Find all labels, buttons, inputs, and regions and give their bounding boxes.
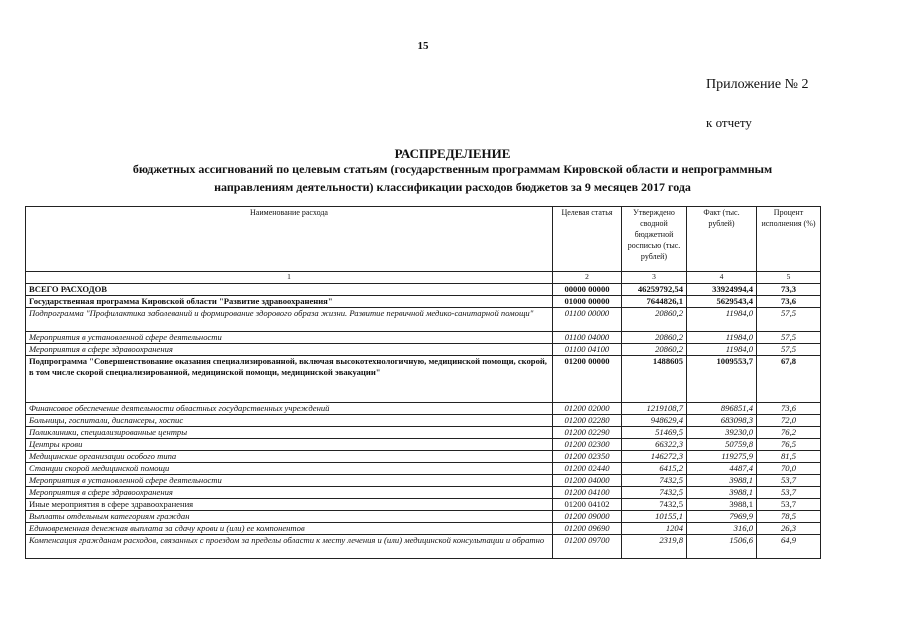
row-approved: 1204 bbox=[622, 523, 687, 535]
row-code: 01200 04100 bbox=[553, 487, 622, 499]
row-fact: 39230,0 bbox=[687, 427, 757, 439]
row-fact: 1009553,7 bbox=[687, 356, 757, 403]
row-percent: 73,3 bbox=[757, 284, 821, 296]
row-percent: 72,0 bbox=[757, 415, 821, 427]
header-approved: Утверждено сводной бюджетной росписью (тыс. рублей) bbox=[622, 207, 687, 272]
row-fact: 3988,1 bbox=[687, 499, 757, 511]
row-fact: 3988,1 bbox=[687, 487, 757, 499]
row-code: 01100 00000 bbox=[553, 308, 622, 332]
row-approved: 6415,2 bbox=[622, 463, 687, 475]
row-fact: 5629543,4 bbox=[687, 296, 757, 308]
row-code: 01200 02350 bbox=[553, 451, 622, 463]
row-name: Больницы, госпитали, диспансеры, хоспис bbox=[26, 415, 553, 427]
row-code: 01100 04000 bbox=[553, 332, 622, 344]
row-approved: 146272,3 bbox=[622, 451, 687, 463]
row-approved: 948629,4 bbox=[622, 415, 687, 427]
row-fact: 7969,9 bbox=[687, 511, 757, 523]
table-row bbox=[26, 535, 821, 559]
table-row bbox=[26, 308, 821, 332]
to-report-label: к отчету bbox=[706, 115, 752, 130]
header-fact: Факт (тыс. рублей) bbox=[687, 207, 757, 272]
row-percent: 53,7 bbox=[757, 475, 821, 487]
row-fact: 11984,0 bbox=[687, 308, 757, 332]
row-approved: 1219108,7 bbox=[622, 403, 687, 415]
row-approved: 46259792,54 bbox=[622, 284, 687, 296]
row-approved: 66322,3 bbox=[622, 439, 687, 451]
row-approved: 20860,2 bbox=[622, 308, 687, 332]
row-code: 01200 04102 bbox=[553, 499, 622, 511]
table-row bbox=[26, 284, 821, 296]
row-approved: 20860,2 bbox=[622, 332, 687, 344]
table-row bbox=[26, 296, 821, 308]
row-code: 00000 00000 bbox=[553, 284, 622, 296]
row-percent: 73,6 bbox=[757, 296, 821, 308]
col-number: 4 bbox=[687, 272, 757, 284]
row-code: 01200 04000 bbox=[553, 475, 622, 487]
row-approved: 7432,5 bbox=[622, 475, 687, 487]
table-row bbox=[26, 439, 821, 451]
row-code: 01200 02280 bbox=[553, 415, 622, 427]
row-fact: 11984,0 bbox=[687, 332, 757, 344]
row-name: Поликлиники, специализированные центры bbox=[26, 427, 553, 439]
row-fact: 50759,8 bbox=[687, 439, 757, 451]
table-row bbox=[26, 332, 821, 344]
row-name: Медицинские организации особого типа bbox=[26, 451, 553, 463]
row-name: Иные мероприятия в сфере здравоохранения bbox=[26, 499, 553, 511]
row-percent: 53,7 bbox=[757, 487, 821, 499]
header-code: Целевая статья bbox=[553, 207, 622, 272]
row-percent: 57,5 bbox=[757, 308, 821, 332]
table-row bbox=[26, 415, 821, 427]
row-percent: 76,2 bbox=[757, 427, 821, 439]
col-number: 2 bbox=[553, 272, 622, 284]
table-row bbox=[26, 403, 821, 415]
row-percent: 70,0 bbox=[757, 463, 821, 475]
row-code: 01200 02290 bbox=[553, 427, 622, 439]
row-percent: 53,7 bbox=[757, 499, 821, 511]
header-name: Наименование расхода bbox=[26, 207, 553, 272]
row-approved: 7644826,1 bbox=[622, 296, 687, 308]
row-percent: 76,5 bbox=[757, 439, 821, 451]
row-percent: 57,5 bbox=[757, 332, 821, 344]
row-fact: 316,0 bbox=[687, 523, 757, 535]
table-row bbox=[26, 427, 821, 439]
row-percent: 81,5 bbox=[757, 451, 821, 463]
row-fact: 4487,4 bbox=[687, 463, 757, 475]
row-code: 01000 00000 bbox=[553, 296, 622, 308]
table-row bbox=[26, 475, 821, 487]
row-name: Мероприятия в сфере здравоохранения bbox=[26, 344, 553, 356]
row-name: ВСЕГО РАСХОДОВ bbox=[26, 284, 553, 296]
row-name: Мероприятия в установленной сфере деятельности bbox=[26, 475, 553, 487]
row-approved: 51469,5 bbox=[622, 427, 687, 439]
row-fact: 1506,6 bbox=[687, 535, 757, 559]
row-percent: 78,5 bbox=[757, 511, 821, 523]
budget-table bbox=[25, 206, 821, 559]
row-name: Подпрограмма "Совершенствование оказания специализированной, включая высокотехнологичную, медицинской помощи, скорой, в том числе скорой специализированной, медицинской помощи, медицинской эвакуации" bbox=[26, 356, 553, 403]
table-header-row bbox=[26, 207, 821, 272]
row-code: 01200 09700 bbox=[553, 535, 622, 559]
row-fact: 683098,3 bbox=[687, 415, 757, 427]
row-name: Единовременная денежная выплата за сдачу крови и (или) ее компонентов bbox=[26, 523, 553, 535]
column-number-row bbox=[26, 272, 821, 284]
row-code: 01200 02440 bbox=[553, 463, 622, 475]
row-fact: 3988,1 bbox=[687, 475, 757, 487]
row-name: Финансовое обеспечение деятельности областных государственных учреждений bbox=[26, 403, 553, 415]
table-row bbox=[26, 356, 821, 403]
header-percent: Процент исполнения (%) bbox=[757, 207, 821, 272]
row-fact: 896851,4 bbox=[687, 403, 757, 415]
table-row bbox=[26, 511, 821, 523]
page-number: 15 bbox=[417, 40, 429, 52]
row-percent: 64,9 bbox=[757, 535, 821, 559]
row-approved: 20860,2 bbox=[622, 344, 687, 356]
row-code: 01200 00000 bbox=[553, 356, 622, 403]
row-fact: 11984,0 bbox=[687, 344, 757, 356]
table-row bbox=[26, 344, 821, 356]
row-fact: 33924994,4 bbox=[687, 284, 757, 296]
row-percent: 26,3 bbox=[757, 523, 821, 535]
row-percent: 57,5 bbox=[757, 344, 821, 356]
document-subtitle-line-2: направлениям деятельности) классификации расходов бюджетов за 9 месяцев 2017 года bbox=[214, 180, 691, 194]
row-approved: 1488605 bbox=[622, 356, 687, 403]
row-approved: 2319,8 bbox=[622, 535, 687, 559]
row-name: Станции скорой медицинской помощи bbox=[26, 463, 553, 475]
row-percent: 73,6 bbox=[757, 403, 821, 415]
table-row bbox=[26, 499, 821, 511]
row-percent: 67,8 bbox=[757, 356, 821, 403]
row-name: Компенсация гражданам расходов, связанных с проездом за пределы области к месту лечения и (или) медицинской консультации и обратно bbox=[26, 535, 553, 559]
row-approved: 10155,1 bbox=[622, 511, 687, 523]
row-name: Подпрограмма "Профилактика заболеваний и формирование здорового образа жизни. Развитие первичной медико-санитарной помощи" bbox=[26, 308, 553, 332]
row-approved: 7432,5 bbox=[622, 487, 687, 499]
row-fact: 119275,9 bbox=[687, 451, 757, 463]
table-row bbox=[26, 463, 821, 475]
row-approved: 7432,5 bbox=[622, 499, 687, 511]
row-code: 01200 09690 bbox=[553, 523, 622, 535]
row-name: Выплаты отдельным категориям граждан bbox=[26, 511, 553, 523]
table-row bbox=[26, 451, 821, 463]
document-subtitle-line-1: бюджетных ассигнований по целевым статьям (государственным программам Кировской области и непрограммным bbox=[132, 162, 773, 176]
row-code: 01200 02300 bbox=[553, 439, 622, 451]
row-code: 01100 04100 bbox=[553, 344, 622, 356]
col-number: 3 bbox=[622, 272, 687, 284]
table-row bbox=[26, 523, 821, 535]
row-name: Центры крови bbox=[26, 439, 553, 451]
appendix-label: Приложение № 2 bbox=[706, 77, 809, 92]
document-title: РАСПРЕДЕЛЕНИЕ bbox=[394, 146, 511, 161]
row-name: Мероприятия в установленной сфере деятельности bbox=[26, 332, 553, 344]
col-number: 5 bbox=[757, 272, 821, 284]
row-name: Мероприятия в сфере здравоохранения bbox=[26, 487, 553, 499]
col-number: 1 bbox=[26, 272, 553, 284]
row-code: 01200 02000 bbox=[553, 403, 622, 415]
row-code: 01200 09000 bbox=[553, 511, 622, 523]
table-row bbox=[26, 487, 821, 499]
row-name: Государственная программа Кировской области "Развитие здравоохранения" bbox=[26, 296, 553, 308]
